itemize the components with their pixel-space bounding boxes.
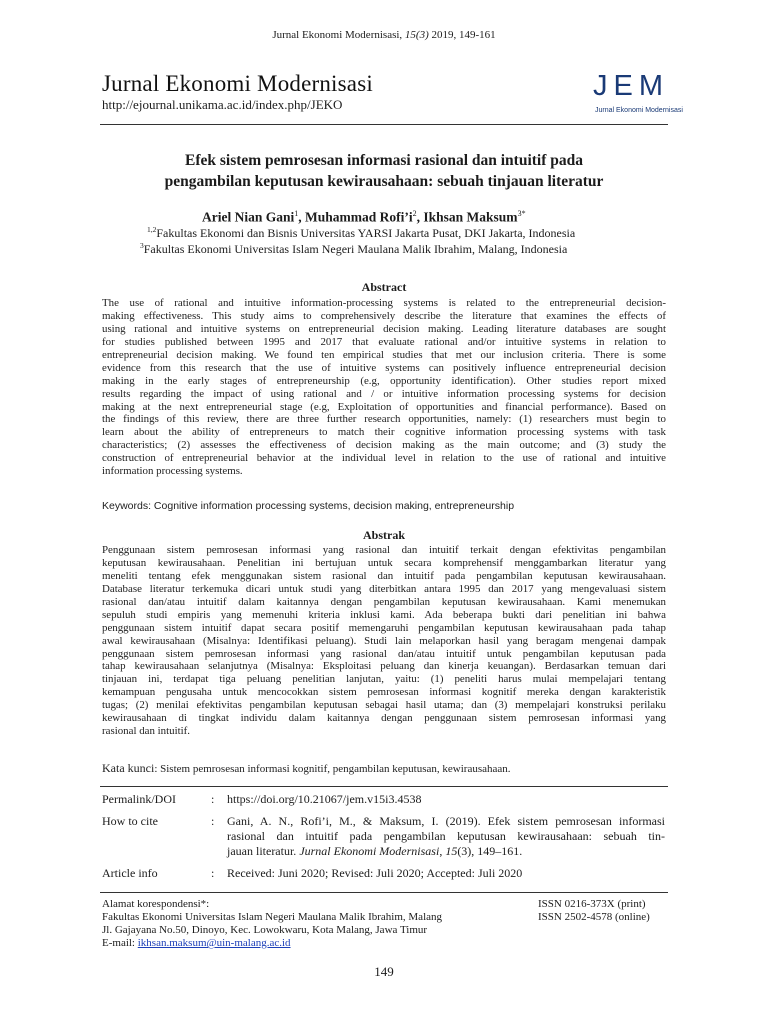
- doi-link[interactable]: https://doi.org/10.21067/jem.v15i3.4538: [227, 792, 422, 806]
- journal-title: Jurnal Ekonomi Modernisasi: [102, 71, 373, 96]
- abstrak-body: Penggunaan sistem pemrosesan informasi yang rasional dan intuitif terkait dengan efektivitas pengambilan keputusan kewirausahaan. Penelitian ini bertujuan untuk secara komprehensif menggambarkan literatur yang meneliti tentang efek menggunakan sistem rasional dan intuitif pada pengambilan keputusan kewirausahaan. Database literatur terkemuka dicari untuk studi yang diterbitkan antara 1995 dan 2017 yang mengevaluasi sistem rasional dan/atau intuitif dalam kaitannya dengan pengambilan keputusan kewirausahaan. Kami menemukan sepuluh studi empiris yang memenuhi kriteria inklusi kami. Ada beberapa bukti dari penelitian ini bahwa penggunaan sistem intuitif dapat secara positif memengaruhi pengambilan keputusan kewirausahaan pada tahap awal kewirausahaan (Misalnya: Identifikasi peluang). Studi lain melaporkan hasil yang beragam mengenai dampak penggunaan sistem pemrosesan informasi yang rasional dan/atau intuitif untuk pengambilan keputusan pada tahap kewirausahaan selanjutnya (Misalnya: Eksploitasi peluang dan kinerja keuangan). Berdasarkan temuan dari tinjauan ini, terdapat tiga peluang penelitian lanjutan, yaitu: (1) peneliti harus mulai mempelajari tentang kemampuan pengusaha untuk mencocokkan sistem pemrosesan informasi kognitif mereka dengan karakteristik tugas; (2) menilai efektivitas pengambilan keputusan sebagai hasil utama; dan (3) mempelajari konstruksi perilaku kewirausahaan di tingkat individu dalam kaitannya dengan penggunaan sistem pemrosesan informasi yang rasional dan intuitif.: [102, 544, 666, 738]
- kata-kunci: Kata kunci: Sistem pemrosesan informasi kognitif, pengambilan keputusan, kewirausahaan.: [102, 761, 511, 775]
- keywords: Keywords: Cognitive information processing systems, decision making, entrepreneurship: [102, 500, 515, 512]
- how-to-cite-label: How to cite: [102, 814, 158, 828]
- abstract-heading: Abstract: [361, 280, 407, 294]
- journal-logo: [593, 70, 683, 120]
- abstrak-heading: Abstrak: [362, 528, 405, 542]
- article-info-dates: Received: Juni 2020; Revised: Juli 2020; Accepted: Juli 2020: [227, 866, 523, 880]
- page-number: 149: [374, 964, 394, 979]
- article-title: Efek sistem pemrosesan informasi rasional dan intuitif pada pengambilan keputusan kewirausahaan: sebuah tinjauan literatur: [164, 152, 604, 190]
- abstract-body: The use of rational and intuitive information-processing systems is related to the entrepreneurial decision- making effectiveness. This study aims to comprehensively describe the literature that examines the effects of using rational and intuitive systems on entrepreneurial decision making. Leading literature databases are sought for studies published between 1995 and 2017 that evaluate rational and/or intuitive systems in relation to entrepreneurial decision making. We found ten empirical studies that met our inclusion criteria. There is some evidence from this research that the use of intuitive systems can positively influence entrepreneurial decision making in the early stages of entrepreneurship (e.g, opportunity identification). Other studies report mixed results regarding the impact of using rational and / or intuitive information processing systems for decision making at the next entrepreneurial stage (e.g, Exploitation of opportunities and financial performance). Based on the findings of this review, there are three further research opportunities, namely: (1) researchers must begin to learn about the ability of entrepreneurs to match their cognitive information processing systems with task characteristics; (2) assesses the effectiveness of decision making as the main outcome; and (3) study the construction of entrepreneurial behavior at the individual level in relation to the use of rational and intuitive information processing systems.: [102, 297, 666, 478]
- journal-url[interactable]: http://ejournal.unikama.ac.id/index.php/JEKO: [102, 97, 343, 112]
- author-name: Muhammad Rofi’i: [305, 209, 413, 225]
- journal-logo-subtitle: Jurnal Ekonomi Modernisasi: [595, 107, 683, 114]
- info-colon: :: [211, 866, 215, 880]
- info-colon: :: [211, 814, 215, 828]
- citation-text: Gani, A. N., Rofi’i, M., & Maksum, I. (2019). Efek sistem pemrosesan informasi rasional dan intuitif pada pengambilan keputusan kewirausahaan: sebuah tin- jauan literatur. Jurnal Ekonomi Modernisasi, 15(3), 149–161.: [227, 814, 665, 858]
- affiliation: $^{1,2}$Fakultas Ekonomi dan Bisnis Universitas YARSI Jakarta Pusat, DKI Jakarta, Indonesia: [147, 225, 576, 240]
- correspondence-address: Alamat korespondensi*: Fakultas Ekonomi Universitas Islam Negeri Maulana Malik Ibrahim, Malang Jl. Gajayana No.50, Dinoyo, Kec. Lowokwaru, Kota Malang, Jawa Timur E-mail: ikhsan.maksum@uin-malang.ac.id: [102, 898, 443, 949]
- author-name: Ikhsan Maksum: [423, 209, 518, 225]
- footer-divider: [100, 892, 668, 893]
- email-link[interactable]: ikhsan.maksum@uin-malang.ac.id: [137, 937, 291, 949]
- author-list: Ariel Nian Gani$^1$, Muhammad $Rofi’i^2$, Ikhsan Maksum$^{3*}$: [202, 209, 526, 225]
- header-divider: [100, 124, 668, 125]
- permalink-label: Permalink/DOI: [102, 792, 176, 806]
- journal-logo-letters: JEM: [593, 70, 669, 102]
- issn-block: ISSN 0216-373X (print) ISSN 2502-4578 (online): [538, 898, 650, 923]
- author-name: Ariel Nian Gani: [202, 209, 295, 225]
- article-info-label: Article info: [102, 866, 158, 880]
- info-colon: :: [211, 792, 215, 806]
- info-divider-top: [100, 786, 668, 787]
- running-head: Jurnal Ekonomi Modernisasi, 15(3) 2019, 149-161: [272, 29, 496, 41]
- affiliation: $^3$Fakultas Ekonomi Universitas Islam Negeri Maulana Malik Ibrahim, Malang, Indonesia: [140, 241, 568, 256]
